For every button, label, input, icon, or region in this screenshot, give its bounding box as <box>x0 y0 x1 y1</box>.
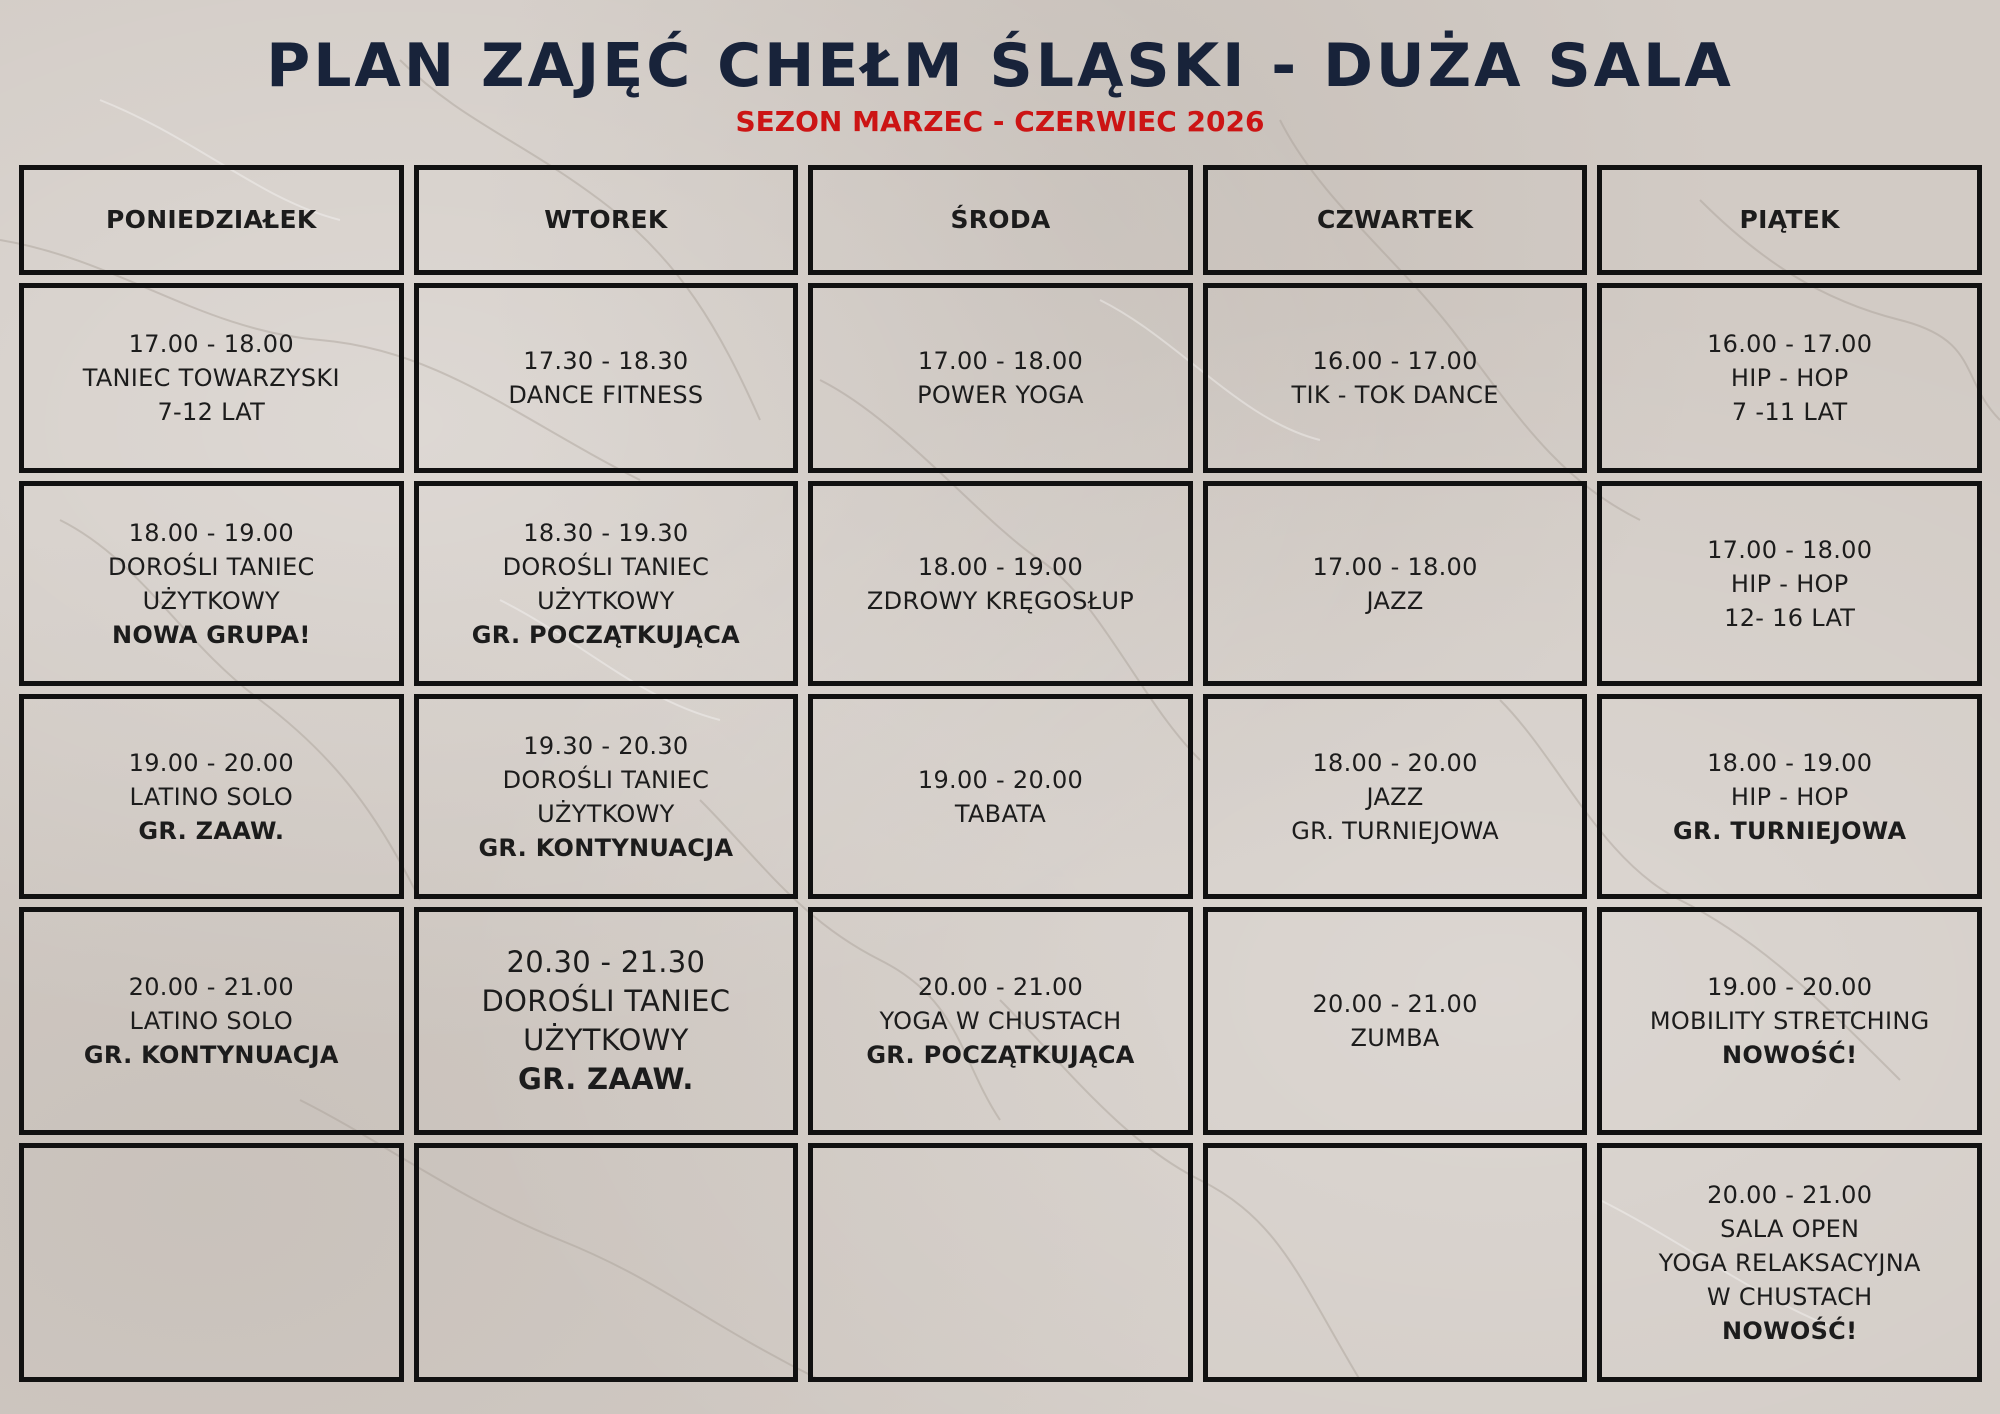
class-time: 18.00 - 20.00 <box>1312 748 1478 777</box>
day-header-wednesday: ŚRODA <box>808 165 1193 275</box>
class-time: 17.30 - 18.30 <box>523 347 689 375</box>
class-detail: GR. KONTYNUACJA <box>478 833 734 862</box>
class-detail: GR. TURNIEJOWA <box>1673 816 1907 845</box>
class-slot-monday-5 <box>19 1143 404 1382</box>
class-slot-wednesday-4 <box>808 907 1193 1135</box>
class-time: 19.00 - 20.00 <box>128 748 294 777</box>
class-detail: GR. KONTYNUACJA <box>83 1041 339 1069</box>
class-slot-thursday-2 <box>1203 481 1588 686</box>
class-time: 19.00 - 20.00 <box>917 765 1084 794</box>
class-detail: TABATA <box>954 799 1047 828</box>
class-detail: NOWOŚĆ! <box>1722 1041 1858 1069</box>
class-time: 17.00 - 18.00 <box>1312 552 1478 581</box>
class-slot-wednesday-2 <box>808 481 1193 686</box>
class-slot-tuesday-1 <box>414 283 799 473</box>
class-slot-wednesday-3 <box>808 694 1193 899</box>
class-slot-tuesday-2 <box>414 481 799 686</box>
class-detail: UŻYTKOWY <box>537 586 675 615</box>
class-detail: HIP - HOP <box>1730 569 1849 598</box>
class-slot-monday-4 <box>19 907 404 1135</box>
day-header-tuesday: WTOREK <box>414 165 799 275</box>
class-slot-friday-1 <box>1597 283 1982 473</box>
class-detail: GR. TURNIEJOWA <box>1291 816 1499 845</box>
class-detail: 12- 16 LAT <box>1724 603 1856 632</box>
class-slot-wednesday-1 <box>808 283 1193 473</box>
class-detail: POWER YOGA <box>917 381 1084 409</box>
class-time: 18.00 - 19.00 <box>917 552 1084 581</box>
class-detail: 7 -11 LAT <box>1731 398 1848 426</box>
class-slot-friday-5 <box>1597 1143 1982 1382</box>
class-slot-friday-2 <box>1597 481 1982 686</box>
class-detail: MOBILITY STRETCHING <box>1649 1007 1930 1035</box>
season-subtitle: SEZON MARZEC - CZERWIEC 2026 <box>735 105 1265 138</box>
class-time: 20.00 - 21.00 <box>1707 1180 1873 1209</box>
class-detail: DOROŚLI TANIEC <box>502 552 710 581</box>
class-detail: JAZZ <box>1366 782 1424 811</box>
class-time: 17.00 - 18.00 <box>917 347 1084 375</box>
class-slot-friday-3 <box>1597 694 1982 899</box>
class-time: 16.00 - 17.00 <box>1707 330 1873 358</box>
class-slot-tuesday-3 <box>414 694 799 899</box>
class-detail: ZDROWY KRĘGOSŁUP <box>866 586 1135 615</box>
class-slot-tuesday-5 <box>414 1143 799 1382</box>
class-slot-wednesday-5 <box>808 1143 1193 1382</box>
class-detail: TIK - TOK DANCE <box>1291 381 1499 409</box>
class-slot-tuesday-4 <box>414 907 799 1135</box>
class-slot-thursday-5 <box>1203 1143 1588 1382</box>
class-time: 18.00 - 19.00 <box>1707 748 1873 777</box>
class-time: 20.00 - 21.00 <box>128 973 294 1001</box>
class-time: 16.00 - 17.00 <box>1312 347 1478 375</box>
class-detail: GR. ZAAW. <box>518 1062 694 1096</box>
class-detail: LATINO SOLO <box>129 782 294 811</box>
class-time: 18.30 - 19.30 <box>523 518 689 547</box>
class-slot-thursday-1 <box>1203 283 1588 473</box>
class-detail: GR. POCZĄTKUJĄCA <box>471 620 741 649</box>
class-detail: 7-12 LAT <box>157 398 266 426</box>
class-detail: GR. POCZĄTKUJĄCA <box>866 1041 1135 1069</box>
page-title: PLAN ZAJĘĆ CHEŁM ŚLĄSKI - DUŻA SALA <box>266 31 1734 101</box>
class-detail: GR. ZAAW. <box>138 816 285 845</box>
class-detail: DOROŚLI TANIEC <box>107 552 315 581</box>
class-detail: UŻYTKOWY <box>537 799 675 828</box>
class-slot-monday-2 <box>19 481 404 686</box>
class-detail: NOWA GRUPA! <box>111 620 311 649</box>
class-time: 17.00 - 18.00 <box>128 330 294 358</box>
class-detail: W CHUSTACH <box>1706 1282 1873 1311</box>
class-detail: UŻYTKOWY <box>142 586 281 615</box>
class-detail: DANCE FITNESS <box>508 381 704 409</box>
class-slot-friday-4 <box>1597 907 1982 1135</box>
class-slot-thursday-4 <box>1203 907 1588 1135</box>
class-detail: DOROŚLI TANIEC <box>502 765 710 794</box>
class-detail: YOGA RELAKSACYJNA <box>1658 1248 1921 1277</box>
class-detail: YOGA W CHUSTACH <box>879 1007 1122 1035</box>
day-header-friday: PIĄTEK <box>1597 165 1982 275</box>
class-detail: SALA OPEN <box>1720 1214 1860 1243</box>
class-slot-monday-1 <box>19 283 404 473</box>
class-slot-thursday-3 <box>1203 694 1588 899</box>
schedule-grid <box>19 165 1982 1382</box>
class-detail: DOROŚLI TANIEC <box>481 984 731 1018</box>
day-header-thursday: CZWARTEK <box>1203 165 1588 275</box>
day-header-monday: PONIEDZIAŁEK <box>19 165 404 275</box>
class-time: 19.30 - 20.30 <box>523 731 689 760</box>
class-time: 20.00 - 21.00 <box>917 973 1084 1001</box>
class-detail: ZUMBA <box>1350 1024 1440 1052</box>
class-detail: HIP - HOP <box>1730 782 1849 811</box>
class-slot-monday-3 <box>19 694 404 899</box>
class-time: 20.00 - 21.00 <box>1312 990 1478 1018</box>
class-time: 17.00 - 18.00 <box>1707 535 1873 564</box>
class-detail: JAZZ <box>1366 586 1424 615</box>
class-time: 19.00 - 20.00 <box>1707 973 1873 1001</box>
class-time: 20.30 - 21.30 <box>506 945 706 979</box>
class-detail: LATINO SOLO <box>129 1007 294 1035</box>
class-detail: UŻYTKOWY <box>523 1023 689 1057</box>
class-detail: TANIEC TOWARZYSKI <box>82 364 340 392</box>
class-detail: HIP - HOP <box>1730 364 1849 392</box>
class-time: 18.00 - 19.00 <box>128 518 294 547</box>
class-detail: NOWOŚĆ! <box>1722 1316 1858 1345</box>
